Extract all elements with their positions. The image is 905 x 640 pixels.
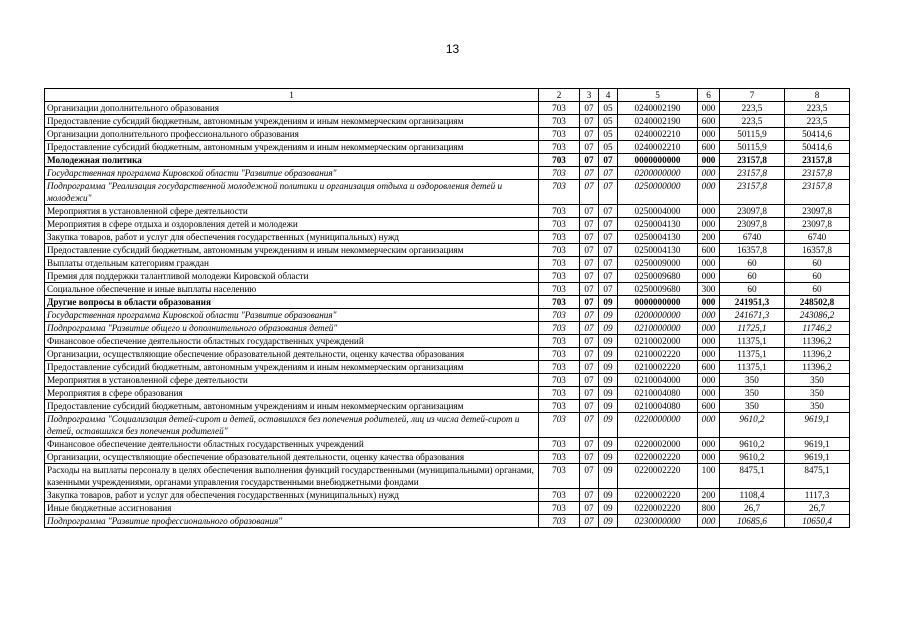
table-row [45, 244, 850, 257]
row-value-cell: 9610,2 [720, 451, 785, 464]
row-name-cell: Государственная программа Кировской области "Развитие образования" [45, 167, 539, 180]
row-value-cell: 07 [580, 141, 599, 154]
table-row [45, 322, 850, 335]
row-value-cell: 60 [720, 257, 785, 270]
row-value-cell: 8475,1 [785, 464, 850, 489]
row-name-cell: Мероприятия в установленной сфере деятельности [45, 205, 539, 218]
row-value-cell: 0240002210 [618, 141, 698, 154]
row-value-cell: 07 [580, 115, 599, 128]
row-value-cell: 23157,8 [720, 154, 785, 167]
row-value-cell: 000 [698, 180, 720, 205]
row-value-cell: 0200000000 [618, 309, 698, 322]
row-value-cell: 0210004080 [618, 400, 698, 413]
row-value-cell: 50414,6 [785, 128, 850, 141]
row-value-cell: 0240002190 [618, 102, 698, 115]
row-value-cell: 703 [539, 283, 580, 296]
row-value-cell: 703 [539, 270, 580, 283]
row-name-cell: Финансовое обеспечение деятельности областных государственных учреждений [45, 438, 539, 451]
row-value-cell: 600 [698, 141, 720, 154]
row-value-cell: 0210004080 [618, 387, 698, 400]
row-name-cell: Премия для поддержки талантливой молодежи Кировской области [45, 270, 539, 283]
row-value-cell: 703 [539, 244, 580, 257]
row-name-cell: Мероприятия в сфере отдыха и оздоровления детей и молодежи [45, 218, 539, 231]
row-value-cell: 07 [580, 244, 599, 257]
header-cell: 7 [720, 89, 785, 102]
row-value-cell: 000 [698, 218, 720, 231]
row-value-cell: 350 [785, 400, 850, 413]
row-value-cell: 703 [539, 348, 580, 361]
row-value-cell: 11746,2 [785, 322, 850, 335]
row-value-cell: 09 [599, 322, 618, 335]
header-cell: 6 [698, 89, 720, 102]
row-value-cell: 07 [580, 205, 599, 218]
row-value-cell: 000 [698, 515, 720, 528]
table-row [45, 374, 850, 387]
table-row [45, 489, 850, 502]
row-value-cell: 703 [539, 502, 580, 515]
row-value-cell: 243086,2 [785, 309, 850, 322]
row-value-cell: 703 [539, 205, 580, 218]
row-value-cell: 07 [580, 335, 599, 348]
header-cell: 1 [45, 89, 539, 102]
table-row [45, 335, 850, 348]
row-value-cell: 703 [539, 361, 580, 374]
table-row [45, 400, 850, 413]
row-value-cell: 000 [698, 322, 720, 335]
table-header-row [45, 89, 850, 102]
row-value-cell: 26,7 [785, 502, 850, 515]
row-value-cell: 07 [599, 270, 618, 283]
row-value-cell: 0220002220 [618, 464, 698, 489]
row-value-cell: 07 [580, 502, 599, 515]
row-value-cell: 703 [539, 218, 580, 231]
table-row [45, 387, 850, 400]
row-value-cell: 60 [785, 257, 850, 270]
row-value-cell: 60 [785, 283, 850, 296]
row-value-cell: 23157,8 [720, 167, 785, 180]
row-value-cell: 07 [580, 322, 599, 335]
row-value-cell: 0250004130 [618, 244, 698, 257]
row-value-cell: 703 [539, 335, 580, 348]
row-value-cell: 6740 [785, 231, 850, 244]
row-value-cell: 09 [599, 413, 618, 438]
row-name-cell: Организации дополнительного профессионального образования [45, 128, 539, 141]
row-value-cell: 05 [599, 115, 618, 128]
row-value-cell: 07 [580, 438, 599, 451]
row-value-cell: 9610,2 [720, 438, 785, 451]
row-value-cell: 07 [599, 167, 618, 180]
row-name-cell: Расходы на выплаты персоналу в целях обеспечения выполнения функций государственными (муниципальными) органами, казенными учреждениями, органами управления государственными внебюджетными фондами [45, 464, 539, 489]
table-row [45, 154, 850, 167]
row-value-cell: 703 [539, 489, 580, 502]
row-value-cell: 000 [698, 128, 720, 141]
row-value-cell: 0210004000 [618, 374, 698, 387]
row-value-cell: 703 [539, 464, 580, 489]
row-name-cell: Закупка товаров, работ и услуг для обеспечения государственных (муниципальных) нужд [45, 489, 539, 502]
row-name-cell: Подпрограмма "Реализация государственной молодежной политики и организация отдыха и оздоровления детей и молодежи" [45, 180, 539, 205]
table-row [45, 502, 850, 515]
row-value-cell: 8475,1 [720, 464, 785, 489]
row-value-cell: 07 [580, 296, 599, 309]
table-row [45, 348, 850, 361]
row-value-cell: 200 [698, 231, 720, 244]
row-value-cell: 000 [698, 154, 720, 167]
row-value-cell: 703 [539, 400, 580, 413]
row-value-cell: 703 [539, 128, 580, 141]
row-value-cell: 600 [698, 244, 720, 257]
row-name-cell: Иные бюджетные ассигнования [45, 502, 539, 515]
row-value-cell: 0250000000 [618, 180, 698, 205]
row-value-cell: 23097,8 [785, 218, 850, 231]
row-value-cell: 09 [599, 348, 618, 361]
row-value-cell: 09 [599, 464, 618, 489]
row-value-cell: 16357,8 [785, 244, 850, 257]
row-name-cell: Мероприятия в установленной сфере деятельности [45, 374, 539, 387]
row-value-cell: 09 [599, 515, 618, 528]
row-value-cell: 07 [580, 451, 599, 464]
row-value-cell: 07 [580, 102, 599, 115]
row-name-cell: Государственная программа Кировской области "Развитие образования" [45, 309, 539, 322]
row-value-cell: 07 [580, 515, 599, 528]
row-value-cell: 05 [599, 128, 618, 141]
header-cell: 5 [618, 89, 698, 102]
row-value-cell: 07 [580, 489, 599, 502]
row-value-cell: 23157,8 [785, 180, 850, 205]
row-value-cell: 241951,3 [720, 296, 785, 309]
row-value-cell: 0000000000 [618, 154, 698, 167]
row-value-cell: 0220002220 [618, 451, 698, 464]
row-value-cell: 350 [720, 387, 785, 400]
row-value-cell: 0250009680 [618, 270, 698, 283]
row-value-cell: 9619,1 [785, 438, 850, 451]
row-value-cell: 09 [599, 335, 618, 348]
row-value-cell: 0220002220 [618, 489, 698, 502]
row-value-cell: 0240002210 [618, 128, 698, 141]
row-value-cell: 0230000000 [618, 515, 698, 528]
row-value-cell: 000 [698, 309, 720, 322]
row-value-cell: 60 [720, 270, 785, 283]
row-value-cell: 000 [698, 205, 720, 218]
row-value-cell: 23157,8 [785, 154, 850, 167]
row-value-cell: 05 [599, 141, 618, 154]
row-value-cell: 600 [698, 400, 720, 413]
row-value-cell: 07 [580, 400, 599, 413]
row-value-cell: 07 [580, 167, 599, 180]
row-value-cell: 703 [539, 322, 580, 335]
row-name-cell: Предоставление субсидий бюджетным, автономным учреждениям и иным некоммерческим организациям [45, 400, 539, 413]
row-value-cell: 09 [599, 374, 618, 387]
table-row [45, 180, 850, 205]
row-name-cell: Другие вопросы в области образования [45, 296, 539, 309]
row-value-cell: 23157,8 [785, 167, 850, 180]
row-value-cell: 703 [539, 167, 580, 180]
row-value-cell: 07 [580, 309, 599, 322]
row-name-cell: Социальное обеспечение и иные выплаты населению [45, 283, 539, 296]
row-value-cell: 23097,8 [720, 205, 785, 218]
header-cell: 3 [580, 89, 599, 102]
row-value-cell: 000 [698, 374, 720, 387]
row-value-cell: 350 [720, 400, 785, 413]
row-name-cell: Предоставление субсидий бюджетным, автономным учреждениям и иным некоммерческим организациям [45, 141, 539, 154]
table-row [45, 102, 850, 115]
row-value-cell: 223,5 [720, 115, 785, 128]
table-row [45, 451, 850, 464]
row-value-cell: 60 [720, 283, 785, 296]
row-value-cell: 50115,9 [720, 141, 785, 154]
row-value-cell: 07 [599, 154, 618, 167]
row-value-cell: 9610,2 [720, 413, 785, 438]
row-value-cell: 600 [698, 115, 720, 128]
row-value-cell: 0250009680 [618, 283, 698, 296]
row-value-cell: 07 [599, 180, 618, 205]
row-value-cell: 07 [580, 387, 599, 400]
row-value-cell: 07 [580, 231, 599, 244]
row-value-cell: 50414,6 [785, 141, 850, 154]
row-value-cell: 23097,8 [785, 205, 850, 218]
row-name-cell: Подпрограмма "Развитие профессионального образования" [45, 515, 539, 528]
row-value-cell: 11375,1 [720, 335, 785, 348]
row-value-cell: 11375,1 [720, 361, 785, 374]
table-row [45, 296, 850, 309]
row-name-cell: Молодежная политика [45, 154, 539, 167]
row-value-cell: 703 [539, 387, 580, 400]
row-value-cell: 703 [539, 451, 580, 464]
row-value-cell: 703 [539, 231, 580, 244]
row-value-cell: 07 [580, 180, 599, 205]
table-row [45, 413, 850, 438]
row-value-cell: 07 [599, 257, 618, 270]
row-value-cell: 200 [698, 489, 720, 502]
row-value-cell: 09 [599, 361, 618, 374]
row-value-cell: 0220002000 [618, 438, 698, 451]
row-name-cell: Закупка товаров, работ и услуг для обеспечения государственных (муниципальных) нужд [45, 231, 539, 244]
row-value-cell: 07 [580, 374, 599, 387]
row-value-cell: 223,5 [785, 102, 850, 115]
row-value-cell: 11396,2 [785, 361, 850, 374]
row-value-cell: 0250004000 [618, 205, 698, 218]
row-value-cell: 703 [539, 413, 580, 438]
row-value-cell: 07 [599, 283, 618, 296]
row-value-cell: 350 [785, 374, 850, 387]
row-value-cell: 11375,1 [720, 348, 785, 361]
row-value-cell: 703 [539, 154, 580, 167]
row-value-cell: 09 [599, 489, 618, 502]
row-value-cell: 09 [599, 387, 618, 400]
row-value-cell: 703 [539, 180, 580, 205]
row-value-cell: 703 [539, 257, 580, 270]
table-row [45, 361, 850, 374]
row-value-cell: 703 [539, 296, 580, 309]
row-value-cell: 000 [698, 335, 720, 348]
row-value-cell: 23097,8 [720, 218, 785, 231]
row-value-cell: 100 [698, 464, 720, 489]
row-name-cell: Предоставление субсидий бюджетным, автономным учреждениям и иным некоммерческим организациям [45, 361, 539, 374]
row-value-cell: 000 [698, 348, 720, 361]
row-value-cell: 703 [539, 309, 580, 322]
table-row [45, 231, 850, 244]
row-name-cell: Предоставление субсидий бюджетным, автономным учреждениям и иным некоммерческим организациям [45, 244, 539, 257]
table-row [45, 257, 850, 270]
table-row [45, 309, 850, 322]
row-value-cell: 0220000000 [618, 413, 698, 438]
row-value-cell: 07 [580, 464, 599, 489]
row-value-cell: 000 [698, 167, 720, 180]
row-value-cell: 300 [698, 283, 720, 296]
row-value-cell: 07 [599, 244, 618, 257]
row-value-cell: 000 [698, 387, 720, 400]
row-value-cell: 09 [599, 309, 618, 322]
row-value-cell: 11396,2 [785, 335, 850, 348]
header-cell: 4 [599, 89, 618, 102]
row-value-cell: 0210002000 [618, 335, 698, 348]
row-value-cell: 11725,1 [720, 322, 785, 335]
row-value-cell: 07 [580, 348, 599, 361]
row-value-cell: 07 [599, 205, 618, 218]
row-value-cell: 600 [698, 361, 720, 374]
row-value-cell: 000 [698, 438, 720, 451]
row-value-cell: 800 [698, 502, 720, 515]
table-row [45, 283, 850, 296]
row-value-cell: 703 [539, 438, 580, 451]
row-value-cell: 07 [580, 361, 599, 374]
row-value-cell: 350 [720, 374, 785, 387]
row-value-cell: 0250004130 [618, 231, 698, 244]
row-value-cell: 1117,3 [785, 489, 850, 502]
row-value-cell: 9619,1 [785, 451, 850, 464]
row-value-cell: 000 [698, 270, 720, 283]
row-name-cell: Мероприятия в сфере образования [45, 387, 539, 400]
table-row [45, 464, 850, 489]
row-value-cell: 703 [539, 141, 580, 154]
row-name-cell: Выплаты отдельным категориям граждан [45, 257, 539, 270]
row-value-cell: 07 [599, 231, 618, 244]
row-value-cell: 241671,3 [720, 309, 785, 322]
row-value-cell: 09 [599, 451, 618, 464]
row-value-cell: 11396,2 [785, 348, 850, 361]
row-value-cell: 23157,8 [720, 180, 785, 205]
row-value-cell: 9619,1 [785, 413, 850, 438]
row-value-cell: 0220002220 [618, 502, 698, 515]
row-value-cell: 223,5 [785, 115, 850, 128]
table-row [45, 167, 850, 180]
row-value-cell: 223,5 [720, 102, 785, 115]
row-value-cell: 0210002220 [618, 361, 698, 374]
budget-table [44, 88, 850, 528]
row-value-cell: 05 [599, 102, 618, 115]
table-row [45, 128, 850, 141]
row-value-cell: 000 [698, 102, 720, 115]
row-value-cell: 16357,8 [720, 244, 785, 257]
row-value-cell: 703 [539, 115, 580, 128]
row-value-cell: 703 [539, 374, 580, 387]
row-value-cell: 10650,4 [785, 515, 850, 528]
row-value-cell: 09 [599, 502, 618, 515]
row-value-cell: 0240002190 [618, 115, 698, 128]
row-value-cell: 6740 [720, 231, 785, 244]
row-value-cell: 60 [785, 270, 850, 283]
row-value-cell: 50115,9 [720, 128, 785, 141]
table-row [45, 438, 850, 451]
row-value-cell: 07 [580, 128, 599, 141]
row-value-cell: 703 [539, 515, 580, 528]
row-value-cell: 09 [599, 400, 618, 413]
header-cell: 8 [785, 89, 850, 102]
row-value-cell: 0210002220 [618, 348, 698, 361]
row-value-cell: 09 [599, 438, 618, 451]
row-value-cell: 07 [580, 413, 599, 438]
row-value-cell: 0250004130 [618, 218, 698, 231]
row-name-cell: Финансовое обеспечение деятельности областных государственных учреждений [45, 335, 539, 348]
row-name-cell: Организации, осуществляющие обеспечение образовательной деятельности, оценку качества образования [45, 451, 539, 464]
row-value-cell: 1108,4 [720, 489, 785, 502]
row-value-cell: 09 [599, 296, 618, 309]
row-value-cell: 07 [580, 257, 599, 270]
row-name-cell: Организации дополнительного образования [45, 102, 539, 115]
table-row [45, 270, 850, 283]
row-value-cell: 07 [580, 218, 599, 231]
row-value-cell: 000 [698, 451, 720, 464]
page-number: 13 [445, 42, 460, 56]
row-value-cell: 000 [698, 257, 720, 270]
row-value-cell: 07 [599, 218, 618, 231]
header-cell: 2 [539, 89, 580, 102]
row-value-cell: 703 [539, 102, 580, 115]
table-row [45, 205, 850, 218]
row-value-cell: 10685,6 [720, 515, 785, 528]
row-value-cell: 26,7 [720, 502, 785, 515]
row-value-cell: 000 [698, 296, 720, 309]
table-row [45, 115, 850, 128]
row-value-cell: 350 [785, 387, 850, 400]
row-name-cell: Организации, осуществляющие обеспечение образовательной деятельности, оценку качества образования [45, 348, 539, 361]
row-value-cell: 07 [580, 154, 599, 167]
row-name-cell: Подпрограмма "Социализация детей-сирот и детей, оставшихся без попечения родителей, лиц из числа детей-сирот и детей, оставшихся без попечения родителей" [45, 413, 539, 438]
row-name-cell: Подпрограмма "Развитие общего и дополнительного образования детей" [45, 322, 539, 335]
table-row [45, 141, 850, 154]
row-value-cell: 0000000000 [618, 296, 698, 309]
table-row [45, 218, 850, 231]
table-row [45, 515, 850, 528]
row-value-cell: 0250009000 [618, 257, 698, 270]
row-name-cell: Предоставление субсидий бюджетным, автономным учреждениям и иным некоммерческим организациям [45, 115, 539, 128]
row-value-cell: 0210000000 [618, 322, 698, 335]
row-value-cell: 0200000000 [618, 167, 698, 180]
row-value-cell: 07 [580, 270, 599, 283]
row-value-cell: 248502,8 [785, 296, 850, 309]
row-value-cell: 07 [580, 283, 599, 296]
row-value-cell: 000 [698, 413, 720, 438]
